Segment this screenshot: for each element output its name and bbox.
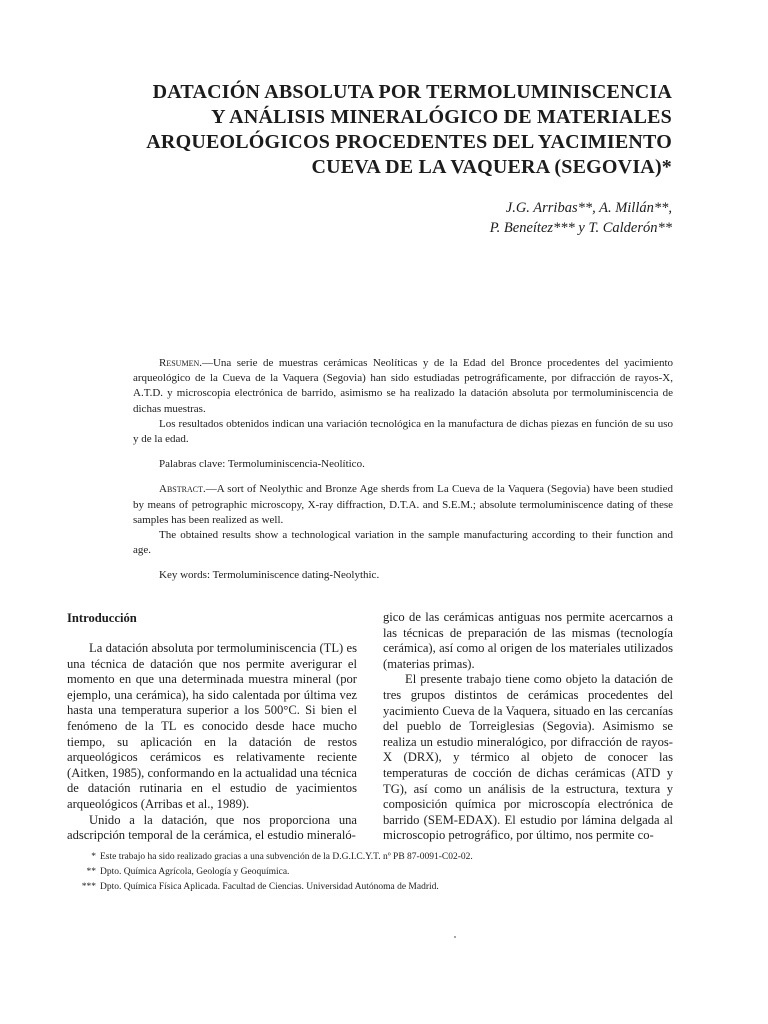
- palabras-clave: Palabras clave: Termoluminiscencia-Neolítico.: [159, 458, 365, 471]
- footnote-mark: ***: [81, 882, 96, 892]
- key-words: Key words: Termoluminiscence dating-Neolythic.: [159, 569, 380, 582]
- resumen-label: Resumen.: [159, 357, 202, 369]
- article-title: [100, 80, 672, 180]
- abstract-text: —A sort of Neolythic and Bronze Age sherds from La Cueva de la Vaquera (Segovia) have been studied by means of petrographic microscopy, X-ray diffraction, D.T.A. and S.E.M.; absolute termoluminiscence dating of these samples has been realized as well.: [133, 483, 673, 526]
- abstract-paragraph-2: The obtained results show a technological variation in the sample manufacturing according to their function and age.: [133, 529, 673, 557]
- abstract-label: Abstract.: [159, 483, 206, 496]
- footnote: [70, 880, 670, 895]
- body-paragraph: Unido a la datación, que nos proporciona una adscripción temporal de la cerámica, el estudio mineraló-: [67, 812, 357, 843]
- footnotes: [70, 850, 670, 895]
- body-column-right: [383, 610, 673, 844]
- footnote: [70, 850, 670, 865]
- resumen-text: —Una serie de muestras cerámicas Neolíticas y de la Edad del Bronce procedentes del yacimiento arqueológico de la Cueva de la Vaquera (Segovia) han sido estudiadas petrográficamente, por difracción de rayos-X, A.T.D. y microscopia electrónica de barrido, asimismo se ha realizado la datación absoluta por termoluminiscencia de dichas muestras.: [133, 357, 673, 415]
- authors-line-2: P. Beneítez*** y T. Calderón**: [489, 220, 672, 236]
- title-line: DATACIÓN ABSOLUTA POR TERMOLUMINISCENCIA: [152, 81, 672, 103]
- body-paragraph: El presente trabajo tiene como objeto la datación de tres grupos distintos de cerámicas procedentes del yacimiento Cueva de la Vaquera, situado en las cercanías del pueblo de Torreiglesias (Segovia). Asimismo se realiza un estudio mineralógico, por difracción de rayos-X (DRX), y térmico al objeto de conocer las temperaturas de cocción de dichas cerámicas (ATD y TG), así como un análisis de la estructura, textura y composición química por microscopía electrónica de barrido (SEM-EDAX). El estudio por lámina delgada al microscopio petrográfico, por último, nos permite co-: [383, 672, 673, 843]
- footnote: [70, 865, 670, 880]
- title-line: CUEVA DE LA VAQUERA (SEGOVIA)*: [311, 156, 672, 178]
- section-heading: Introducción: [67, 611, 137, 625]
- title-line: Y ANÁLISIS MINERALÓGICO DE MATERIALES: [211, 106, 672, 128]
- footnote-text: Dpto. Química Física Aplicada. Facultad de Ciencias. Universidad Autónoma de Madrid.: [100, 882, 439, 892]
- footnote-text: Dpto. Química Agrícola, Geología y Geoquímica.: [100, 867, 290, 877]
- footnote-text: Este trabajo ha sido realizado gracias a una subvención de la D.G.I.C.Y.T. nº PB 87-0091-C02-02.: [100, 852, 473, 862]
- resumen-paragraph-2: Los resultados obtenidos indican una variación tecnológica en la manufactura de dichas piezas en función de su uso y de la edad.: [133, 417, 673, 446]
- body-column-left: [67, 610, 357, 844]
- scan-speck: [454, 936, 456, 938]
- body-paragraph: gico de las cerámicas antiguas nos permite acercarnos a las técnicas de preparación de las mismas (tecnología cerámica), así como al origen de los materiales utilizados (materias primas).: [383, 610, 673, 671]
- footnote-mark: *: [91, 852, 96, 862]
- footnote-mark: **: [86, 867, 96, 877]
- authors-line-1: J.G. Arribas**, A. Millán**,: [505, 200, 672, 216]
- title-line: ARQUEOLÓGICOS PROCEDENTES DEL YACIMIENTO: [146, 131, 672, 153]
- resumen-paragraph: [133, 356, 673, 417]
- authors: [300, 198, 672, 238]
- body-paragraph: La datación absoluta por termoluminiscencia (TL) es una técnica de datación que nos permite averigurar el momento en que una determinada muestra mineral (por ejemplo, una cerámica), ha sido calentada por última vez hasta una temperatura superior a los 500°C. Si bien el fenómeno de la TL es conocido desde hace mucho tiempo, su aplicación en la datación de restos arqueológicos cerámicos es relativamente reciente (Aitken, 1985), conformando en la actualidad una técnica de datación rutinaria en el estudio de yacimientos arqueológicos (Arribas et al., 1989).: [67, 641, 357, 811]
- abstract-paragraph: [133, 482, 673, 528]
- abstract-block: [133, 356, 673, 584]
